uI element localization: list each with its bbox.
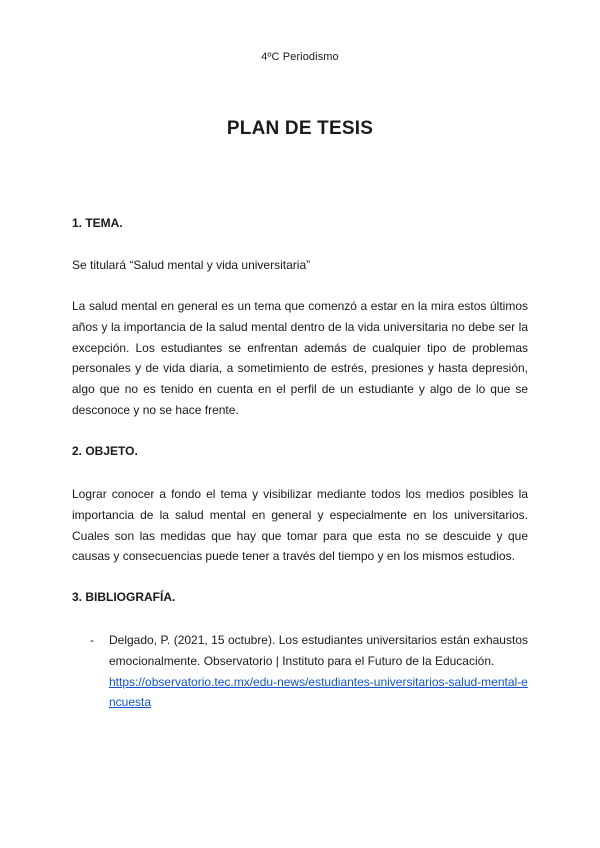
citation-text: Delgado, P. (2021, 15 octubre). Los estudiantes universitarios están exhaustos emocionalmente. Observatorio | Instituto para el Futuro de la Educación. [109, 633, 528, 668]
document-title: PLAN DE TESIS [226, 118, 374, 139]
header-note: 4ºC Periodismo [261, 51, 339, 63]
tema-title-line: Se titulará “Salud mental y vida universitaria” [72, 258, 311, 272]
section-heading-bibliografia: 3. BIBLIOGRAFÍA. [72, 590, 176, 604]
list-bullet: - [90, 633, 94, 647]
objeto-paragraph: Lograr conocer a fondo el tema y visibilizar mediante todos los medios posibles la importancia de la salud mental en general y especialmente en los universitarios. Cuales son las medidas que hay que tomar para que esta no se descuide y que causas y consecuencias puede tener a través del tiempo y en los mismos estudios. [72, 487, 528, 564]
bibliography-list [90, 630, 528, 713]
section-heading-objeto: 2. OBJETO. [72, 444, 138, 458]
tema-paragraph: La salud mental en general es un tema que comenzó a estar en la mira estos últimos años y la importancia de la salud mental dentro de la vida universitaria no debe ser la excepción. Los estudiantes se enfrentan además de cualquier tipo de problemas personales y de vida diaria, a sometimiento de estrés, presiones y hasta depresión, algo que no es tenido en cuenta en el perfil de un estudiante y algo de lo que se desconoce y no se hace frente. [72, 299, 528, 417]
bibliography-item [90, 630, 528, 713]
section-heading-tema: 1. TEMA. [72, 216, 123, 230]
reference-link[interactable]: https://observatorio.tec.mx/edu-news/estudiantes-universitarios-salud-mental-encuesta [109, 674, 528, 710]
